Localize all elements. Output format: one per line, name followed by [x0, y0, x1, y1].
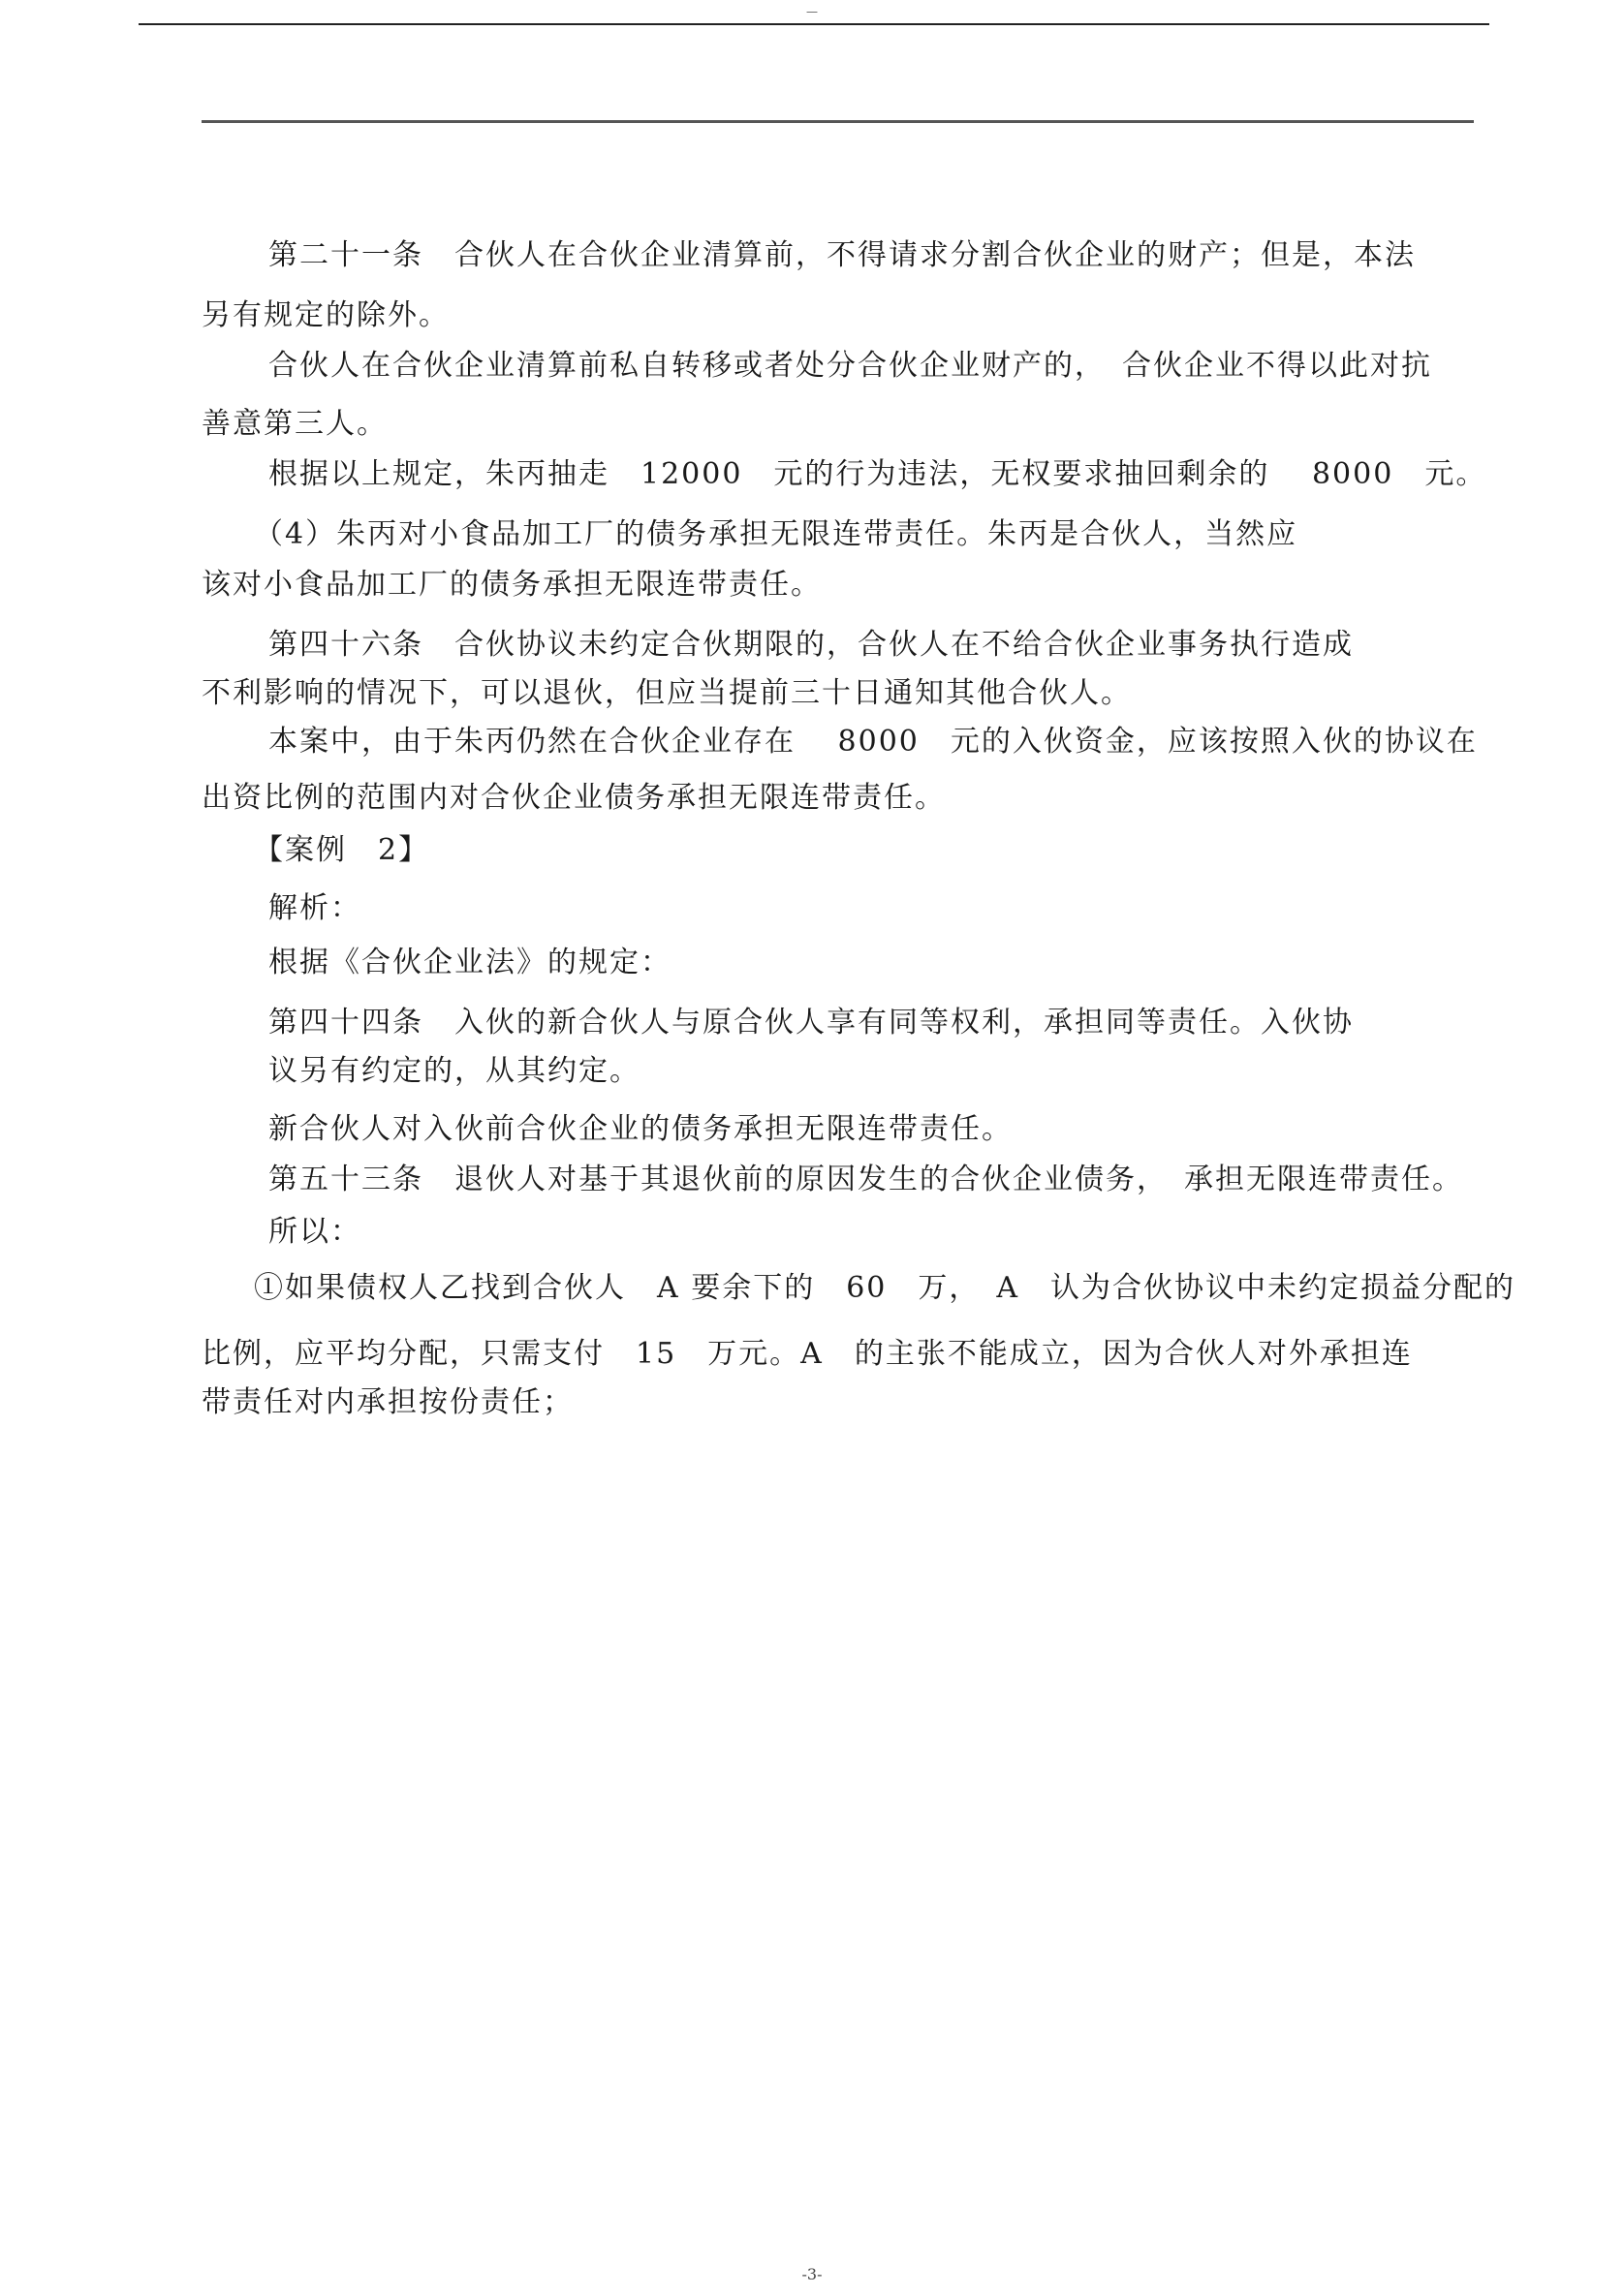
paragraph-line: 第五十三条 退伙人对基于其退伙前的原因发生的合伙企业债务， 承担无限连带责任。: [268, 1163, 1463, 1196]
paragraph-line: （4）朱丙对小食品加工厂的债务承担无限连带责任。朱丙是合伙人，当然应: [254, 517, 1298, 551]
paragraph-line: 另有规定的除外。: [202, 298, 450, 332]
page-number: -3-: [801, 2265, 823, 2283]
section-heading: 【案例 2】: [254, 833, 430, 867]
paragraph-line: 第四十四条 入伙的新合伙人与原合伙人享有同等权利，承担同等责任。入伙协: [268, 1006, 1354, 1039]
paragraph-line: 该对小食品加工厂的债务承担无限连带责任。: [202, 568, 822, 602]
header-mark: —: [806, 5, 818, 18]
paragraph-line: 议另有约定的，从其约定。: [268, 1054, 640, 1088]
paragraph-line: 合伙人在合伙企业清算前私自转移或者处分合伙企业财产的， 合伙企业不得以此对抗: [268, 349, 1432, 383]
header-divider: [202, 120, 1474, 123]
paragraph-line: 新合伙人对入伙前合伙企业的债务承担无限连带责任。: [268, 1112, 1013, 1146]
paragraph-line: 解析：: [268, 891, 361, 925]
paragraph-line: 根据以上规定，朱丙抽走 12000 元的行为违法，无权要求抽回剩余的 8000 元。: [268, 457, 1487, 491]
paragraph-line: 根据《合伙企业法》的规定：: [268, 946, 671, 979]
paragraph-line: 不利影响的情况下，可以退伙，但应当提前三十日通知其他合伙人。: [202, 676, 1132, 710]
paragraph-line: 出资比例的范围内对合伙企业债务承担无限连带责任。: [202, 781, 946, 815]
paragraph-line: 善意第三人。: [202, 407, 388, 441]
paragraph-line: 第四十六条 合伙协议未约定合伙期限的，合伙人在不给合伙企业事务执行造成: [268, 628, 1354, 662]
paragraph-line: 带责任对内承担按份责任；: [202, 1385, 574, 1419]
paragraph-line: ①如果债权人乙找到合伙人 A 要余下的 60 万， A 认为合伙协议中未约定损益分配的: [254, 1271, 1516, 1305]
paragraph-line: 本案中，由于朱丙仍然在合伙企业存在 8000 元的入伙资金，应该按照入伙的协议在: [268, 725, 1478, 759]
paragraph-line: 所以：: [268, 1215, 361, 1249]
paragraph-line: 第二十一条 合伙人在合伙企业清算前，不得请求分割合伙企业的财产；但是，本法: [268, 238, 1416, 272]
header-rule: [139, 23, 1489, 25]
paragraph-line: 比例，应平均分配，只需支付 15 万元。A 的主张不能成立，因为合伙人对外承担连: [202, 1337, 1413, 1371]
